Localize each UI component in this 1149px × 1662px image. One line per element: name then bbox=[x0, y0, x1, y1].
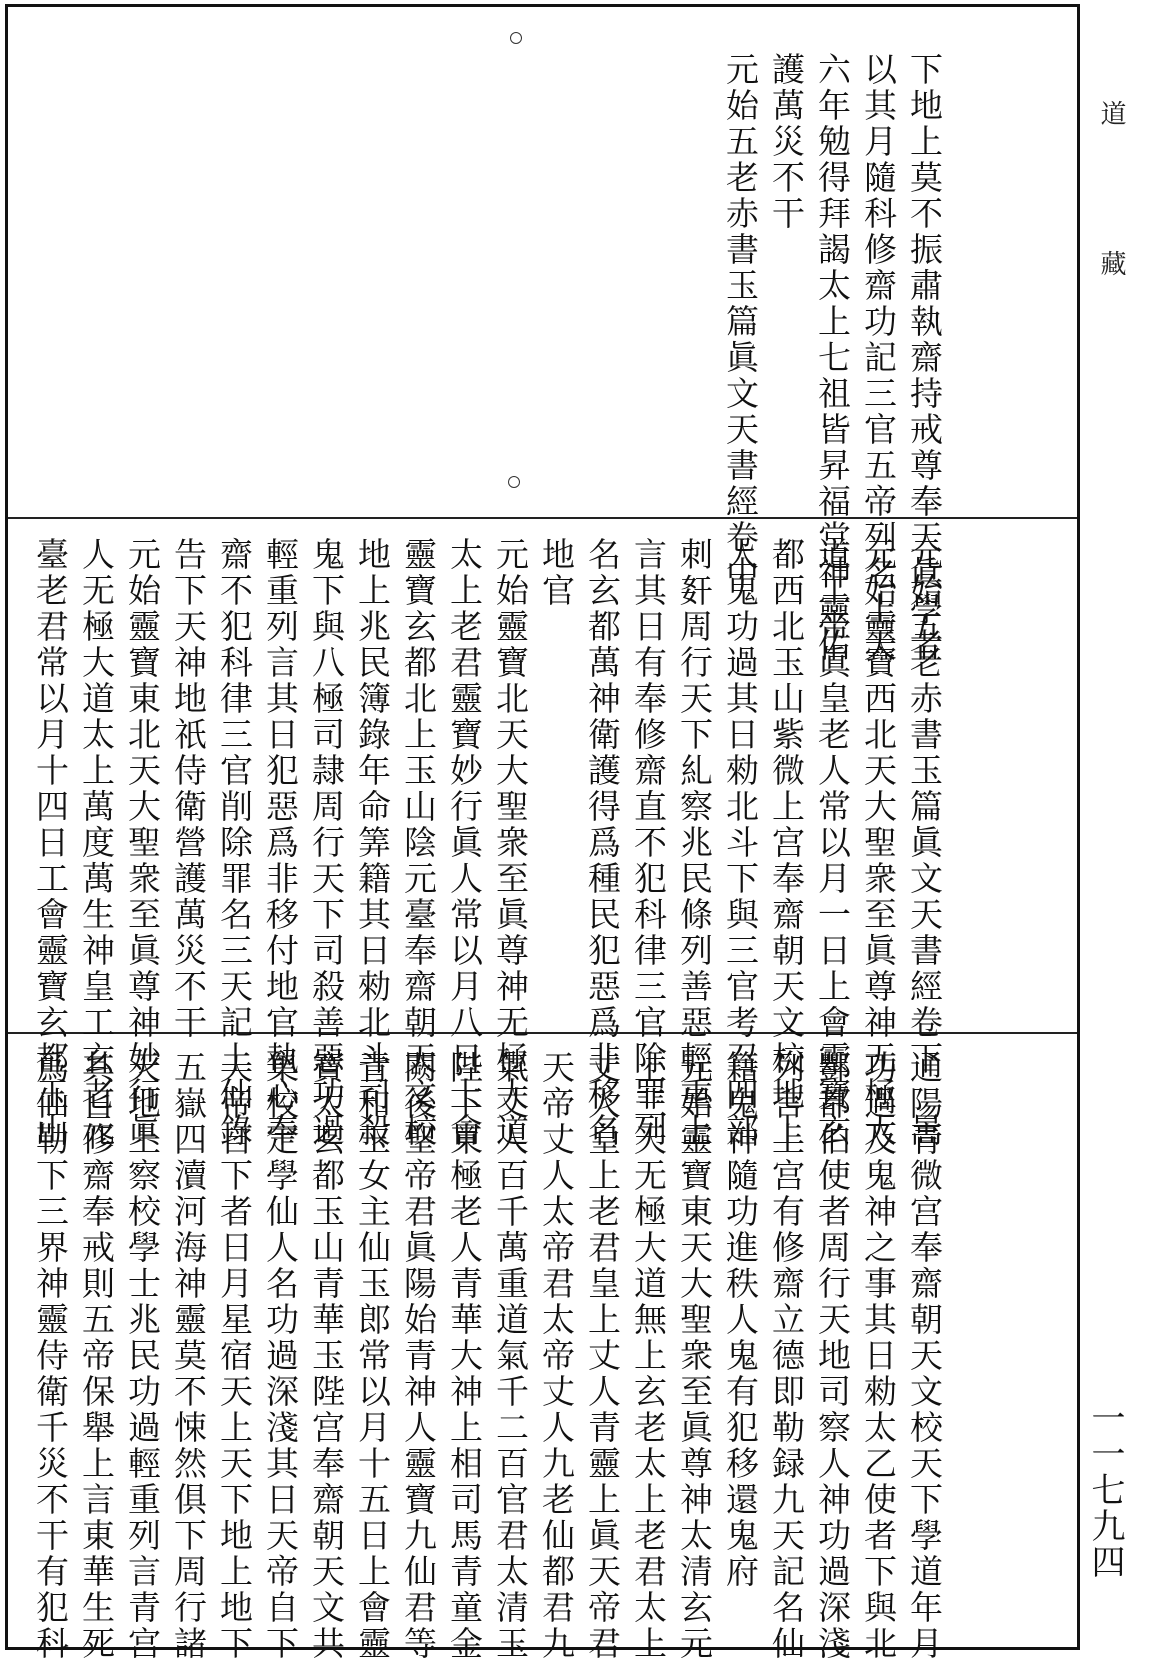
text-column: 下地上莫不振肅執齋持戒尊奉天眞學者 bbox=[905, 52, 944, 664]
text-column: 集校定學仙人名功過深淺其日天帝自下 bbox=[261, 1050, 300, 1662]
text-column: 靈寶玄都北上玉山陰元臺奉齋朝天文校 bbox=[399, 537, 438, 1149]
text-column: 六年勉得拜謁太上七祖皆昇福堂神靈佑 bbox=[813, 52, 852, 664]
text-column: 告下天神地祇侍衛營護萬災不干 bbox=[169, 537, 208, 1041]
margin-label-dao: 道 bbox=[1096, 100, 1126, 132]
text-column: 人无極大道太上萬度萬生神皇工玄老元 bbox=[77, 537, 116, 1149]
page-number: 一一七九四 bbox=[1085, 1400, 1125, 1580]
text-column: 寶太玄都玉山青華玉陛宫奉齋朝天文共 bbox=[307, 1050, 346, 1662]
binding-hole-mark bbox=[510, 32, 522, 44]
text-column: 通陽青微宫奉齋朝天文校天下學道年月 bbox=[905, 1050, 944, 1662]
text-column: 丈人皇上老君皇上丈人青靈上眞天帝君 bbox=[583, 1050, 622, 1662]
text-column: 酆都伯使者周行天地司察人神功過深淺 bbox=[813, 1050, 852, 1662]
text-column: 天帝自下者日月星宿天上天下地上地下 bbox=[215, 1050, 254, 1662]
text-column: 元始靈寶東北天大聖衆至眞尊神妙行眞 bbox=[123, 537, 162, 1149]
text-column: 籍鬼神隨功進秩人鬼有犯移還鬼府 bbox=[721, 1050, 760, 1590]
text-column: 闕後聖帝君眞陽始青神人靈寶九仙君等 bbox=[399, 1050, 438, 1662]
text-column: 鬼下與八極司隷周行天下司殺善惡功過 bbox=[307, 537, 346, 1149]
text-column: 爲仙勒下三界神靈侍衛千災不干有犯科 bbox=[31, 1050, 70, 1662]
text-column: 青和玉女主仙玉郎常以月十五日上會靈 bbox=[353, 1050, 392, 1662]
text-column: 護萬災不干 bbox=[767, 52, 806, 232]
text-column: 陛下東極老人青華大神上相司馬青童金 bbox=[445, 1050, 484, 1662]
text-column: 地官 bbox=[537, 537, 576, 609]
text-column: 氣丈人百千萬重道氣千二百官君太清玉 bbox=[491, 1050, 530, 1662]
text-column: 其日修齋奉戒則五帝保舉上言東華生死 bbox=[77, 1050, 116, 1662]
text-column: 言其日有奉修齋直不犯科律三官除罪列 bbox=[629, 537, 668, 1149]
section-title: 元始五老赤書玉篇眞文天書經卷中 bbox=[721, 52, 760, 592]
margin-label-zang: 藏 bbox=[1096, 250, 1126, 282]
text-column: 太上老君靈寶妙行眞人常以月八日上會 bbox=[445, 537, 484, 1149]
section-title: 元始五老赤書玉篇眞文天書經卷下 暠 bbox=[905, 537, 944, 1149]
text-column: 元始靈寶西北天大聖衆至眞尊神无極大 bbox=[859, 537, 898, 1149]
text-column: 都西北玉山紫微上宫奉齋朝天文校地上 bbox=[767, 537, 806, 1149]
text-column: 列言上宫有修齋立德即勒録九天記名仙 bbox=[767, 1050, 806, 1662]
text-column: 天地上察校學士兆民功過輕重列言青宫 bbox=[123, 1050, 162, 1662]
text-column: 道工帝眞皇老人常以月一日上會靈寶玄 bbox=[813, 537, 852, 1149]
text-column: 輕重列言其日犯惡爲非移付地官執心奉 bbox=[261, 537, 300, 1149]
text-column: 人鬼功過其日勑北斗下與三官考召四部 bbox=[721, 537, 760, 1149]
text-column: 五嶽四瀆河海神靈莫不悚然俱下周行諸 bbox=[169, 1050, 208, 1662]
text-column: 地上兆民簿錄年命筭籍其日勑北斗司殺 bbox=[353, 537, 392, 1149]
text-column: 上三天无極大道無上玄老太上老君太上 bbox=[629, 1050, 668, 1662]
panel-middle bbox=[31, 537, 1050, 1149]
panel-bottom bbox=[31, 1050, 1050, 1662]
text-column: 刺姧周行天下糺察兆民條列善惡輕重上 bbox=[675, 537, 714, 1149]
text-column: 臺老君常以月十四日工會靈寶玄都玉山 bbox=[31, 537, 70, 1149]
text-column: 元始靈寶北天大聖衆至眞尊神无極大道 bbox=[491, 537, 530, 1149]
text-column: 元始靈寶東天大聖衆至眞尊神太清玄元 bbox=[675, 1050, 714, 1662]
text-column: 以其月隨科修齋功記三官五帝列名上天 bbox=[859, 52, 898, 664]
text-column: 名玄都萬神衛護得爲種民犯惡爲非移名 bbox=[583, 537, 622, 1149]
text-column: 天帝丈人太帝君太帝丈人九老仙都君九 bbox=[537, 1050, 576, 1662]
text-column: 齋不犯科律三官削除罪名三天記上仙錄 bbox=[215, 537, 254, 1149]
text-column: 功過及鬼神之事其日勑太乙使者下與北 bbox=[859, 1050, 898, 1662]
